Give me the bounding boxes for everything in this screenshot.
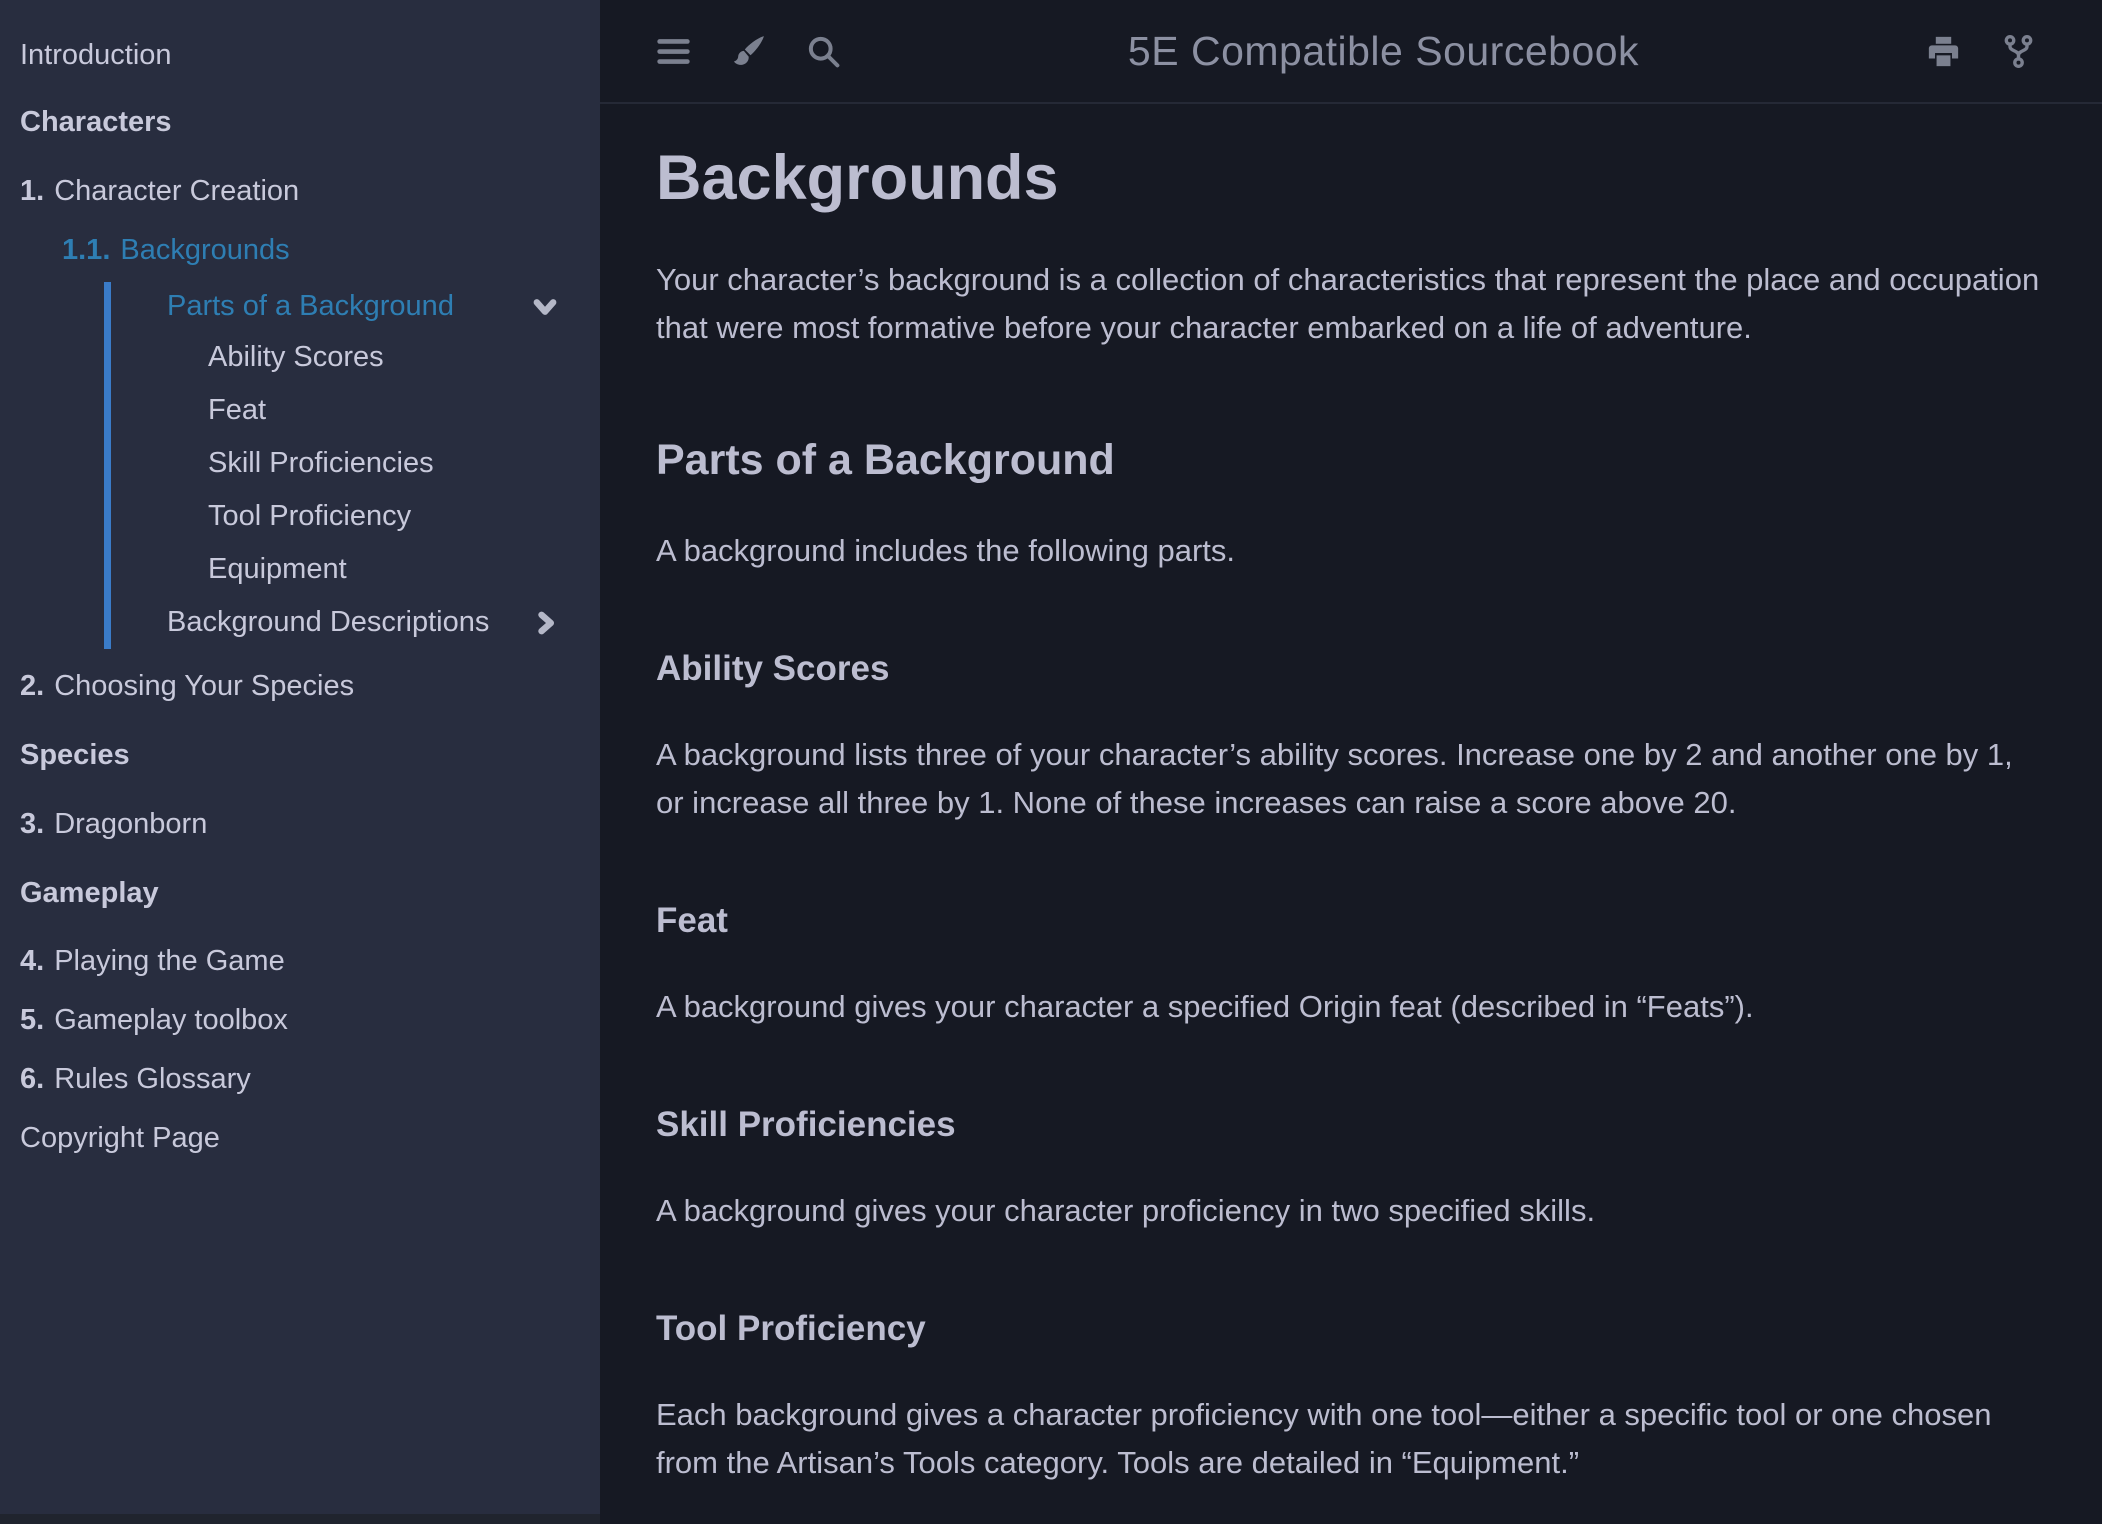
search-button[interactable] <box>786 15 861 87</box>
sidebar-item-gameplay-toolbox[interactable] <box>0 991 600 1050</box>
book-title: 5E Compatible Sourcebook <box>1127 27 1640 74</box>
sidebar-scrollbar-track[interactable] <box>0 1514 600 1524</box>
chevron-down-icon <box>531 293 559 321</box>
chapter-number: 6. <box>20 1063 45 1095</box>
sidebar-item-tool-proficiency[interactable] <box>111 490 600 543</box>
chapter-number: 5. <box>20 1004 45 1036</box>
section-heading-feat: Feat <box>656 901 728 940</box>
chapter-content <box>600 106 2102 1524</box>
table-of-contents <box>0 0 600 1168</box>
section-heading-tool-proficiency: Tool Proficiency <box>656 1309 926 1348</box>
sidebar-item-label[interactable]: Character Creation <box>54 175 300 207</box>
part-title-label: Gameplay <box>20 877 159 909</box>
section-paragraph: A background lists three of your character’s ability scores. Increase one by 2 and another one by 1, or increase all three by 1. None of these increases can raise a score above 20. <box>656 737 2013 820</box>
sidebar-part-gameplay <box>0 864 600 923</box>
section-expand-toggle[interactable] <box>530 608 560 638</box>
chapter-number: 3. <box>20 808 45 840</box>
menu-bar <box>600 0 2102 104</box>
section-paragraph: A background gives your character a specified Origin feat (described in “Feats”). <box>656 989 1754 1024</box>
sidebar-item-label[interactable]: Rules Glossary <box>54 1063 251 1095</box>
sidebar-toggle-button[interactable] <box>636 15 711 87</box>
sidebar-item-label[interactable]: Choosing Your Species <box>54 670 355 702</box>
search-icon <box>805 33 842 70</box>
sidebar-item-label[interactable]: Ability Scores <box>208 341 384 373</box>
section-collapse-toggle[interactable] <box>530 292 560 322</box>
sidebar-item-rules-glossary[interactable] <box>0 1050 600 1109</box>
intro-paragraph: Your character’s background is a collection of characteristics that represent the place and occupation that were most formative before your character embarked on a life of adventure. <box>656 262 2040 345</box>
print-button[interactable] <box>1906 15 1981 87</box>
paintbrush-icon <box>730 33 767 70</box>
sidebar-item-choosing-species[interactable] <box>0 657 600 716</box>
sidebar-item-label[interactable]: Backgrounds <box>120 234 290 266</box>
sidebar <box>0 0 600 1524</box>
sidebar-item-label[interactable]: Skill Proficiencies <box>208 447 434 479</box>
sidebar-item-equipment[interactable] <box>111 543 600 596</box>
sidebar-item-label[interactable]: Copyright Page <box>20 1122 220 1154</box>
sidebar-item-skill-proficiencies[interactable] <box>111 437 600 490</box>
page <box>600 142 2102 1487</box>
part-title-label: Characters <box>20 106 172 138</box>
sidebar-part-species <box>0 726 600 785</box>
sidebar-item-playing-the-game[interactable] <box>0 932 600 991</box>
chapter-number: 4. <box>20 945 45 977</box>
sidebar-item-label[interactable]: Gameplay toolbox <box>54 1004 288 1036</box>
sidebar-item-character-creation[interactable] <box>0 162 600 221</box>
git-branch-icon <box>2000 33 2037 70</box>
sidebar-item-background-descriptions[interactable] <box>111 596 600 649</box>
git-repository-button[interactable] <box>1981 15 2056 87</box>
section-paragraph: A background gives your character proficiency in two specified skills. <box>656 1193 1596 1228</box>
sidebar-item-feat[interactable] <box>111 384 600 437</box>
sidebar-part-characters <box>0 93 600 152</box>
sidebar-item-introduction[interactable] <box>0 26 600 85</box>
sidebar-item-label[interactable]: Feat <box>208 394 267 426</box>
sidebar-item-dragonborn[interactable] <box>0 795 600 854</box>
content-pane <box>600 0 2102 1524</box>
section-paragraph: Each background gives a character proficiency with one tool—either a specific tool or one chosen from the Artisan’s Tools category. Tools are detailed in “Equipment.” <box>656 1397 1992 1480</box>
sidebar-item-label[interactable]: Introduction <box>20 39 172 71</box>
page-title: Backgrounds <box>656 143 1059 213</box>
sidebar-item-label[interactable]: Equipment <box>208 553 347 585</box>
section-heading-ability-scores: Ability Scores <box>656 649 890 688</box>
hamburger-icon <box>655 33 692 70</box>
chapter-number: 1.1. <box>62 234 111 266</box>
chapter-number: 1. <box>20 175 45 207</box>
expanded-section <box>104 282 600 649</box>
chevron-right-icon <box>531 609 559 637</box>
theme-toggle-button[interactable] <box>711 15 786 87</box>
sidebar-item-label[interactable]: Parts of a Background <box>167 290 454 322</box>
sidebar-item-label[interactable]: Playing the Game <box>54 945 285 977</box>
section-paragraph: A background includes the following parts. <box>656 533 1236 568</box>
section-heading-parts-of-a-background: Parts of a Background <box>656 436 1115 484</box>
sidebar-item-label[interactable]: Dragonborn <box>54 808 208 840</box>
part-title-label: Species <box>20 739 130 771</box>
print-icon <box>1925 33 1962 70</box>
sidebar-item-backgrounds[interactable] <box>0 221 600 280</box>
sidebar-item-ability-scores[interactable] <box>111 331 600 384</box>
chapter-number: 2. <box>20 670 45 702</box>
sidebar-item-copyright-page[interactable] <box>0 1109 600 1168</box>
section-heading-skill-proficiencies: Skill Proficiencies <box>656 1105 956 1144</box>
sidebar-item-parts-of-a-background[interactable] <box>111 282 600 331</box>
sidebar-item-label[interactable]: Tool Proficiency <box>208 500 412 532</box>
sidebar-item-label[interactable]: Background Descriptions <box>167 606 490 638</box>
